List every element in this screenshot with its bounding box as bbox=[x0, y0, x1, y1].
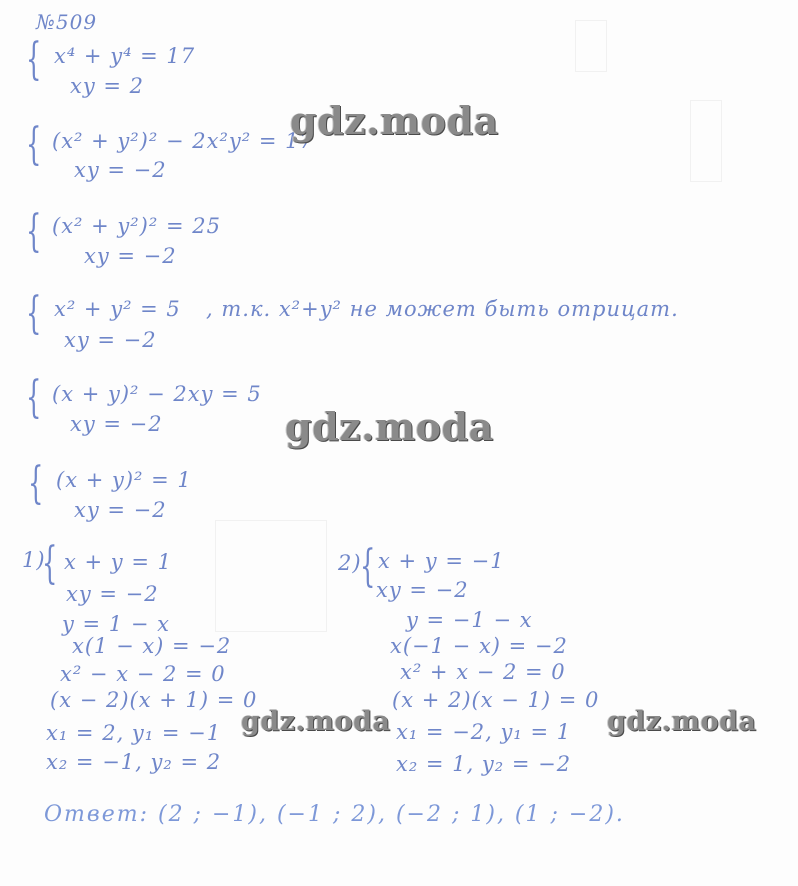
case2-line: y = −1 − x bbox=[406, 608, 533, 632]
case2-line: x(−1 − x) = −2 bbox=[390, 634, 568, 658]
system-brace: { bbox=[360, 541, 376, 592]
case1-line: x(1 − x) = −2 bbox=[72, 634, 232, 658]
case1-line: x² − x − 2 = 0 bbox=[60, 662, 226, 686]
watermark-logo: gdz.moda bbox=[607, 706, 757, 737]
system-brace: { bbox=[28, 458, 44, 509]
system-brace: { bbox=[26, 206, 42, 257]
system5-eq2: xy = −2 bbox=[70, 412, 163, 436]
case2-label: 2) bbox=[338, 551, 362, 575]
system5-eq1: (x + y)² − 2xy = 5 bbox=[52, 382, 262, 406]
system2-eq2: xy = −2 bbox=[74, 158, 167, 182]
system4-note: , т.к. x²+y² не может быть отрицат. bbox=[206, 297, 679, 321]
watermark-logo: gdz.moda bbox=[285, 404, 494, 449]
system-brace: { bbox=[26, 288, 42, 339]
case1-line: (x − 2)(x + 1) = 0 bbox=[50, 688, 258, 712]
case1-label: 1) bbox=[22, 548, 46, 572]
answer-line: Ответ: (2 ; −1), (−1 ; 2), (−2 ; 1), (1 ; −2). bbox=[44, 802, 625, 827]
watermark-logo: gdz.moda bbox=[241, 706, 391, 737]
case1-line: x₂ = −1, y₂ = 2 bbox=[46, 750, 222, 774]
case2-line: (x + 2)(x − 1) = 0 bbox=[392, 688, 600, 712]
system-brace: { bbox=[26, 34, 42, 85]
paper-artifact bbox=[575, 20, 607, 72]
system3-eq1: (x² + y²)² = 25 bbox=[52, 214, 221, 238]
system-brace: { bbox=[26, 119, 42, 170]
system-brace: { bbox=[42, 538, 58, 589]
system6-eq2: xy = −2 bbox=[74, 498, 167, 522]
case1-eq2: xy = −2 bbox=[66, 582, 159, 606]
paper-artifact bbox=[690, 100, 722, 182]
system4-eq1: x² + y² = 5 bbox=[54, 297, 181, 321]
paper-artifact bbox=[215, 520, 327, 632]
problem-number: №509 bbox=[36, 10, 98, 34]
system-brace: { bbox=[26, 372, 42, 423]
case1-line: x₁ = 2, y₁ = −1 bbox=[46, 721, 222, 745]
case2-line: x² + x − 2 = 0 bbox=[400, 660, 566, 684]
system4-eq2: xy = −2 bbox=[64, 328, 157, 352]
system1-eq2: xy = 2 bbox=[70, 74, 145, 98]
system3-eq2: xy = −2 bbox=[84, 244, 177, 268]
case2-line: x₁ = −2, y₁ = 1 bbox=[396, 720, 572, 744]
case1-line: y = 1 − x bbox=[62, 612, 170, 636]
watermark-logo: gdz.moda bbox=[290, 98, 499, 143]
system2-eq1: (x² + y²)² − 2x²y² = 17 bbox=[52, 129, 314, 153]
case2-eq1: x + y = −1 bbox=[378, 549, 505, 573]
case2-eq2: xy = −2 bbox=[376, 578, 469, 602]
case2-line: x₂ = 1, y₂ = −2 bbox=[396, 752, 572, 776]
system1-eq1: x⁴ + y⁴ = 17 bbox=[54, 44, 196, 68]
system6-eq1: (x + y)² = 1 bbox=[56, 468, 192, 492]
case1-eq1: x + y = 1 bbox=[64, 550, 172, 574]
